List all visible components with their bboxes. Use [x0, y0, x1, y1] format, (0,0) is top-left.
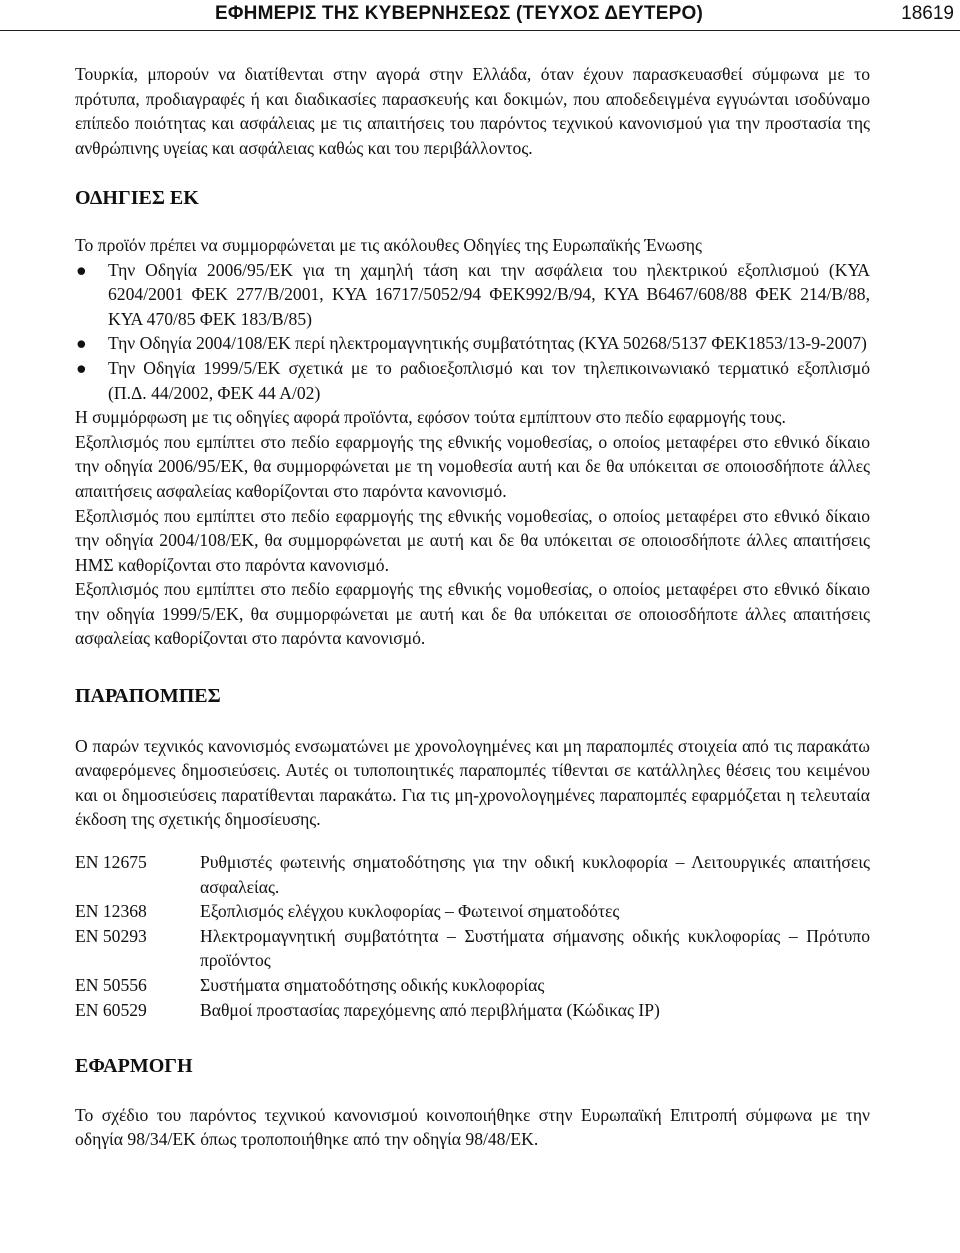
- reference-code: ΕΝ 50556: [75, 975, 147, 995]
- reference-code: ΕΝ 12675: [75, 852, 147, 873]
- equipment-paragraph-2004-108: Εξοπλισμός που εμπίπτει στο πεδίο εφαρμογής της εθνικής νομοθεσίας, ο οποίος μεταφέρει στο εθνικό δίκαιο την οδηγία 2004/108/ΕΚ, θα συμμορφώνεται με αυτή και δε θα υπόκειται σε οποιοσδήποτε άλλες απαιτήσεις ΗΜΣ καθορίζονται στο παρόντα κανονισμό.: [75, 505, 870, 575]
- header-divider: [0, 30, 960, 31]
- reference-row: [75, 850, 870, 899]
- reference-description: Συστήματα σηματοδότησης οδικής κυκλοφορίας: [200, 975, 545, 995]
- reference-code: ΕΝ 50293: [75, 925, 147, 946]
- list-item: [75, 331, 870, 356]
- reference-description: Ρυθμιστές φωτεινής σηματοδότησης για την οδική κυκλοφορία – Λειτουργικές απαιτήσεις ασφαλείας.: [200, 852, 870, 897]
- list-item-text: Την Οδηγία 2004/108/ΕΚ περί ηλεκτρομαγνητικής συμβατότητας (ΚΥΑ 50268/5137 ΦΕΚ1853/13-9-2007): [108, 333, 867, 354]
- directives-lead: Το προϊόν πρέπει να συμμορφώνεται με τις ακόλουθες Οδηγίες της Ευρωπαϊκής Ένωσης: [75, 234, 702, 255]
- gazette-title: ΕΦΗΜΕΡΙΣ ΤΗΣ ΚΥΒΕΡΝΗΣΕΩΣ (ΤΕΥΧΟΣ ΔΕΥΤΕΡΟ): [215, 3, 703, 24]
- page-header: [0, 0, 960, 30]
- reference-row: [75, 924, 870, 973]
- application-paragraph: Το σχέδιο του παρόντος τεχνικού κανονισμού κοινοποιήθηκε στην Ευρωπαϊκή Επιτροπή σύμφωνα με την οδηγία 98/34/ΕΚ όπως τροποποιήθηκε από την οδηγία 98/48/ΕΚ.: [75, 1104, 870, 1150]
- equipment-paragraph-1999-5: Εξοπλισμός που εμπίπτει στο πεδίο εφαρμογής της εθνικής νομοθεσίας, ο οποίος μεταφέρει στο εθνικό δίκαιο την οδηγία 1999/5/ΕΚ, θα συμμορφώνεται με αυτή και δε θα υπόκειται σε οποιοσδήποτε άλλες απαιτήσεις ασφαλείας καθορίζονται στο παρόντα κανονισμό.: [75, 579, 870, 649]
- reference-description: Εξοπλισμός ελέγχου κυκλοφορίας – Φωτεινοί σηματοδότες: [200, 901, 620, 922]
- list-item: [75, 258, 870, 332]
- bullet-icon: ●: [76, 259, 87, 280]
- reference-row: [75, 973, 870, 998]
- list-item: [75, 356, 870, 405]
- bullet-icon: ●: [76, 357, 87, 378]
- intro-paragraph: Τουρκία, μπορούν να διατίθενται στην αγορά στην Ελλάδα, όταν έχουν παρασκευασθεί σύμφωνα με το πρότυπα, προδιαγραφές ή και διαδικασίες παρασκευής και δοκιμών, που αποδεδειγμένα εγγυώνται ισοδύναμο επίπεδο ποιότητας και ασφάλειας με τις απαιτήσεις του παρόντος τεχνικού κανονισμού για την προστασία της ανθρώπινης υγείας και ασφάλειας καθώς και του περιβάλλοντος.: [75, 64, 870, 158]
- references-intro: Ο παρών τεχνικός κανονισμός ενσωματώνει με χρονολογημένες και μη παραπομπές στοιχεία από τις παρακάτω αναφερόμενες δημοσιεύσεις. Αυτές οι τυποποιητικές παραπομπές τίθενται σε κατάλληλες θέσεις του κειμένου και οι δημοσιεύσεις παρατίθενται παρακάτω. Για τις μη-χρονολογημένες παραπομπές εφαρμόζεται η τελευταία έκδοση της σχετικής δημοσίευσης.: [75, 735, 870, 830]
- equipment-paragraph-2006-95: Εξοπλισμός που εμπίπτει στο πεδίο εφαρμογής της εθνικής νομοθεσίας, ο οποίος μεταφέρει στο εθνικό δίκαιο την οδηγία 2006/95/ΕΚ, θα συμμορφώνεται με τη νομοθεσία αυτή και δε θα υπόκειται σε οποιοσδήποτε άλλες απαιτήσεις ασφαλείας καθορίζονται στο παρόντα κανονισμό.: [75, 431, 870, 501]
- page-number: 18619: [901, 3, 954, 24]
- heading-application: ΕΦΑΡΜΟΓΗ: [75, 1055, 193, 1078]
- reference-code: ΕΝ 60529: [75, 999, 147, 1020]
- reference-row: [75, 998, 870, 1023]
- heading-ec-directives: ΟΔΗΓΙΕΣ ΕΚ: [75, 187, 199, 210]
- compliance-paragraph: Η συμμόρφωση με τις οδηγίες αφορά προϊόντα, εφόσον τούτα εμπίπτουν στο πεδίο εφαρμογής τους.: [75, 407, 786, 428]
- document-body: [75, 62, 870, 1152]
- heading-references: ΠΑΡΑΠΟΜΠΕΣ: [75, 685, 221, 708]
- reference-row: [75, 899, 870, 924]
- list-item-text: Την Οδηγία 1999/5/ΕΚ σχετικά με το ραδιοεξοπλισμό και τον τηλεπικοινωνιακό τερματικό εξοπλισμό (Π.Δ. 44/2002, ΦΕΚ 44 Α/02): [108, 357, 870, 403]
- reference-description: Βαθμοί προστασίας παρεχόμενης από περιβλήματα (Κώδικας IP): [200, 999, 660, 1020]
- reference-code: ΕΝ 12368: [75, 901, 147, 922]
- references-list: [75, 850, 870, 1022]
- bullet-icon: ●: [76, 333, 87, 354]
- list-item-text: Την Οδηγία 2006/95/ΕΚ για τη χαμηλή τάση και την ασφάλεια του ηλεκτρικού εξοπλισμού (ΚΥΑ 6204/2001 ΦΕΚ 277/Β/2001, ΚΥΑ 16717/5052/94 ΦΕΚ992/Β/94, ΚΥΑ Β6467/608/88 ΦΕΚ 214/Β/88, ΚΥΑ 470/85 ΦΕΚ 183/Β/85): [108, 259, 870, 329]
- reference-description: Ηλεκτρομαγνητική συμβατότητα – Συστήματα σήμανσης οδικής κυκλοφορίας – Πρότυπο προϊόντος: [200, 925, 870, 971]
- directives-list: [75, 258, 870, 406]
